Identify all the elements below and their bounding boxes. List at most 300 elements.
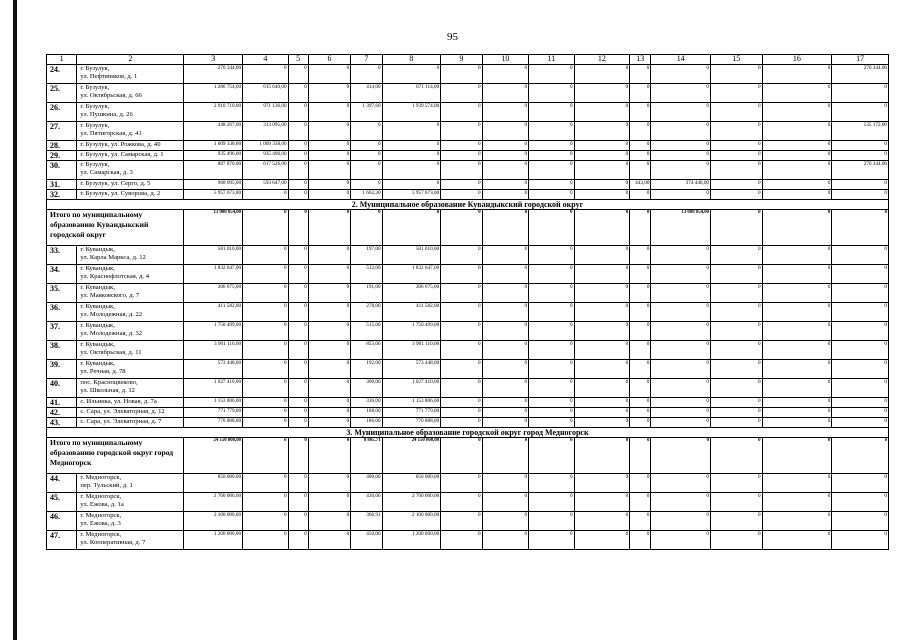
row-number: 47.: [47, 531, 77, 550]
value-cell: 0: [482, 418, 528, 428]
value-cell: 0: [288, 161, 308, 180]
value-cell: 0: [574, 531, 630, 550]
total-value-cell: 0: [351, 210, 382, 246]
table-row: [47, 190, 889, 200]
value-cell: 0: [651, 398, 711, 408]
address-cell: [77, 246, 184, 265]
row-number: 29.: [47, 151, 77, 161]
value-cell: 850 000,00: [382, 474, 441, 493]
scan-edge-bar: [13, 0, 17, 640]
value-cell: 0: [630, 474, 651, 493]
address-cell: [77, 180, 184, 190]
value-cell: 0: [630, 122, 651, 141]
total-value-cell: 13 080 854,00: [651, 210, 711, 246]
value-cell: 0: [711, 531, 763, 550]
table-row: [47, 322, 889, 341]
value-cell: 0: [630, 190, 651, 200]
table-row: [47, 180, 889, 190]
value-cell: 0: [308, 103, 350, 122]
table-row: [47, 265, 889, 284]
value-cell: 0: [574, 103, 630, 122]
total-value-cell: 24 150 000,00: [184, 438, 243, 474]
value-cell: 0: [529, 103, 574, 122]
value-cell: 0: [711, 408, 763, 418]
value-cell: 0: [832, 408, 889, 418]
address-cell: [77, 265, 184, 284]
value-cell: 0: [482, 493, 528, 512]
value-cell: 0: [441, 493, 482, 512]
value-cell: 0: [441, 161, 482, 180]
value-cell: 0: [651, 360, 711, 379]
value-cell: 0: [308, 474, 350, 493]
value-cell: 0: [762, 303, 832, 322]
value-cell: 0: [288, 265, 308, 284]
value-cell: 1 662,30: [351, 190, 382, 200]
value-cell: 0: [243, 341, 288, 360]
value-cell: 0: [243, 379, 288, 398]
value-cell: 0: [243, 398, 288, 408]
column-number-cell: 9: [441, 55, 482, 65]
value-cell: 0: [441, 379, 482, 398]
value-cell: 0: [482, 141, 528, 151]
row-number: 28.: [47, 141, 77, 151]
value-cell: 0: [308, 180, 350, 190]
value-cell: 0: [630, 265, 651, 284]
address-cell: [77, 512, 184, 531]
table-row: [47, 408, 889, 418]
column-number-cell: 1: [47, 55, 77, 65]
value-cell: 0: [630, 360, 651, 379]
value-cell: 0: [243, 246, 288, 265]
row-number: 31.: [47, 180, 77, 190]
value-cell: 0: [529, 284, 574, 303]
table-row: [47, 161, 889, 180]
address-line: г. Кувандык,: [80, 284, 115, 291]
value-cell: 0: [574, 398, 630, 408]
value-cell: 0: [529, 531, 574, 550]
value-cell: 0: [651, 418, 711, 428]
total-value-cell: 13 080 854,00: [184, 210, 243, 246]
value-cell: 0: [308, 360, 350, 379]
total-value-cell: 0: [243, 210, 288, 246]
row-number: 30.: [47, 161, 77, 180]
address-line: ул. Пушкина, д. 26: [80, 111, 133, 118]
group-total-label: Итого по муниципальному образованию городской округ город Медногорск: [47, 438, 184, 474]
address-line: г. Бузулук, ул. Рожкова, д. 40: [80, 141, 161, 148]
address-line: г. Кувандык,: [80, 246, 115, 253]
total-value-cell: 0: [529, 438, 574, 474]
address-cell: [77, 284, 184, 303]
value-cell: 0: [574, 418, 630, 428]
column-number-cell: 3: [184, 55, 243, 65]
column-number-cell: 13: [630, 55, 651, 65]
value-cell: 1 153 806,00: [184, 398, 243, 408]
value-cell: 0: [288, 341, 308, 360]
value-cell: 0: [441, 180, 482, 190]
value-cell: 0: [630, 418, 651, 428]
value-cell: 0: [308, 303, 350, 322]
value-cell: 0: [630, 65, 651, 84]
value-cell: 0: [762, 190, 832, 200]
value-cell: 0: [243, 493, 288, 512]
value-cell: 1 939 574,00: [382, 103, 441, 122]
row-number: 38.: [47, 341, 77, 360]
value-cell: 430,00: [351, 493, 382, 512]
address-line: г. Кувандык,: [80, 341, 115, 348]
value-cell: 0: [529, 151, 574, 161]
value-cell: 0: [630, 151, 651, 161]
address-line: ул. Речная, д. 78: [80, 368, 126, 375]
value-cell: 1 397,60: [351, 103, 382, 122]
value-cell: 0: [832, 360, 889, 379]
table-row: [47, 103, 889, 122]
value-cell: 0: [382, 151, 441, 161]
value-cell: 0: [351, 180, 382, 190]
value-cell: 0: [441, 418, 482, 428]
value-cell: 0: [832, 303, 889, 322]
value-cell: 0: [482, 265, 528, 284]
value-cell: 573 448,00: [382, 360, 441, 379]
value-cell: 671 114,00: [382, 84, 441, 103]
value-cell: 0: [288, 512, 308, 531]
total-value-cell: 0: [529, 210, 574, 246]
address-line: ул. Ежова, д. 3: [80, 520, 121, 527]
value-cell: 0: [482, 512, 528, 531]
value-cell: 0: [711, 265, 763, 284]
value-cell: 270 344,00: [184, 65, 243, 84]
value-cell: 0: [482, 284, 528, 303]
value-cell: 0: [574, 512, 630, 531]
address-cell: [77, 303, 184, 322]
value-cell: 0: [832, 418, 889, 428]
value-cell: 0: [630, 161, 651, 180]
total-value-cell: 0: [651, 438, 711, 474]
address-line: с. Ильинка, ул. Новая, д. 7а: [80, 398, 157, 405]
value-cell: 0: [308, 512, 350, 531]
value-cell: 0: [441, 265, 482, 284]
value-cell: 0: [711, 84, 763, 103]
value-cell: 0: [441, 284, 482, 303]
value-cell: 0: [630, 531, 651, 550]
value-cell: 186,00: [351, 418, 382, 428]
value-cell: 0: [529, 161, 574, 180]
column-number-cell: 12: [574, 55, 630, 65]
value-cell: 0: [288, 141, 308, 151]
value-cell: 0: [288, 493, 308, 512]
value-cell: 0: [651, 493, 711, 512]
value-cell: 0: [762, 103, 832, 122]
value-cell: 0: [762, 531, 832, 550]
value-cell: 0: [832, 151, 889, 161]
value-cell: 0: [762, 418, 832, 428]
value-cell: 0: [243, 418, 288, 428]
address-cell: [77, 398, 184, 408]
value-cell: 0: [529, 360, 574, 379]
value-cell: 771 779,00: [382, 408, 441, 418]
address-line: г. Кувандык,: [80, 322, 115, 329]
section-heading: 2. Муниципальное образование Кувандыкский городской округ: [47, 200, 889, 210]
value-cell: 0: [574, 151, 630, 161]
address-cell: [77, 418, 184, 428]
value-cell: 0: [574, 246, 630, 265]
value-cell: 0: [482, 65, 528, 84]
value-cell: 0: [529, 379, 574, 398]
value-cell: 0: [308, 190, 350, 200]
value-cell: 0: [762, 65, 832, 84]
address-cell: [77, 122, 184, 141]
value-cell: 0: [288, 180, 308, 190]
value-cell: 0: [651, 84, 711, 103]
address-cell: [77, 161, 184, 180]
value-cell: 0: [308, 141, 350, 151]
value-cell: 0: [630, 398, 651, 408]
value-cell: 414,00: [351, 84, 382, 103]
value-cell: 0: [482, 474, 528, 493]
value-cell: 0: [308, 408, 350, 418]
address-line: г. Кувандык,: [80, 360, 115, 367]
total-value-cell: 0: [441, 438, 482, 474]
total-value-cell: 0: [762, 210, 832, 246]
row-number: 43.: [47, 418, 77, 428]
value-cell: 0: [308, 284, 350, 303]
column-number-cell: 15: [711, 55, 763, 65]
value-cell: 0: [441, 322, 482, 341]
value-cell: 0: [832, 265, 889, 284]
value-cell: 0: [288, 65, 308, 84]
value-cell: 0: [529, 190, 574, 200]
address-cell: [77, 84, 184, 103]
value-cell: 0: [832, 141, 889, 151]
value-cell: 3 901 110,00: [184, 341, 243, 360]
value-cell: 0: [308, 322, 350, 341]
value-cell: 0: [762, 161, 832, 180]
value-cell: 0: [529, 84, 574, 103]
value-cell: 0: [441, 408, 482, 418]
column-number-cell: 2: [77, 55, 184, 65]
value-cell: 0: [832, 398, 889, 408]
table-row: [47, 512, 889, 531]
value-cell: 0: [351, 65, 382, 84]
address-line: г. Медногорск,: [80, 531, 122, 538]
value-cell: 0: [574, 303, 630, 322]
value-cell: 0: [630, 493, 651, 512]
value-cell: 0: [529, 418, 574, 428]
value-cell: 0: [351, 161, 382, 180]
value-cell: 0: [308, 531, 350, 550]
value-cell: 853,00: [351, 341, 382, 360]
value-cell: 0: [574, 379, 630, 398]
address-cell: [77, 493, 184, 512]
total-value-cell: 0: [711, 210, 763, 246]
value-cell: 306 675,00: [382, 284, 441, 303]
value-cell: 0: [832, 322, 889, 341]
row-number: 45.: [47, 493, 77, 512]
address-line: г. Медногорск,: [80, 493, 122, 500]
value-cell: 0: [832, 474, 889, 493]
value-cell: 1 027 410,00: [184, 379, 243, 398]
address-line: г. Бузулук, ул. Самарская, д. 1: [80, 151, 164, 158]
value-cell: 0: [762, 512, 832, 531]
value-cell: 0: [651, 474, 711, 493]
value-cell: 0: [243, 322, 288, 341]
address-line: ул. Октябрьская, д. 66: [80, 92, 142, 99]
value-cell: 0: [482, 408, 528, 418]
value-cell: 1 286 754,00: [184, 84, 243, 103]
value-cell: 0: [762, 379, 832, 398]
column-number-cell: 16: [762, 55, 832, 65]
address-line: с. Сара, ул. Элеваторная, д. 12: [80, 408, 165, 415]
column-number-cell: 6: [308, 55, 350, 65]
table-row: [47, 418, 889, 428]
value-cell: 0: [441, 531, 482, 550]
value-cell: 443,00: [630, 180, 651, 190]
row-number: 37.: [47, 322, 77, 341]
value-cell: 0: [630, 303, 651, 322]
value-cell: 0: [651, 408, 711, 418]
row-number: 26.: [47, 103, 77, 122]
value-cell: 0: [832, 190, 889, 200]
value-cell: 188,00: [351, 408, 382, 418]
column-number-cell: 14: [651, 55, 711, 65]
value-cell: 0: [482, 379, 528, 398]
value-cell: 0: [441, 190, 482, 200]
value-cell: 0: [288, 122, 308, 141]
value-cell: 0: [762, 246, 832, 265]
value-cell: 0: [308, 122, 350, 141]
value-cell: 0: [574, 65, 630, 84]
group-total-row: [47, 438, 889, 474]
address-cell: [77, 151, 184, 161]
value-cell: 0: [762, 265, 832, 284]
value-cell: 300,00: [351, 379, 382, 398]
value-cell: 0: [762, 398, 832, 408]
value-cell: 0: [711, 246, 763, 265]
value-cell: 0: [574, 161, 630, 180]
value-cell: 0: [482, 246, 528, 265]
value-cell: 0: [832, 379, 889, 398]
value-cell: 0: [288, 246, 308, 265]
total-value-cell: 8 805,71: [351, 438, 382, 474]
value-cell: 0: [711, 161, 763, 180]
value-cell: 0: [711, 151, 763, 161]
value-cell: 0: [651, 284, 711, 303]
value-cell: 0: [308, 84, 350, 103]
value-cell: 0: [711, 190, 763, 200]
value-cell: 971 136,00: [243, 103, 288, 122]
value-cell: 0: [482, 398, 528, 408]
value-cell: 411 582,00: [184, 303, 243, 322]
value-cell: 0: [351, 141, 382, 151]
value-cell: 615 640,00: [243, 84, 288, 103]
value-cell: 0: [529, 493, 574, 512]
column-number-cell: 8: [382, 55, 441, 65]
value-cell: 1 009 338,00: [243, 141, 288, 151]
value-cell: 0: [762, 360, 832, 379]
value-cell: 0: [574, 141, 630, 151]
table-row: [47, 284, 889, 303]
value-cell: 0: [711, 122, 763, 141]
value-cell: 0: [651, 246, 711, 265]
value-cell: 135 172,00: [832, 122, 889, 141]
row-number: 32.: [47, 190, 77, 200]
value-cell: 0: [288, 284, 308, 303]
value-cell: 0: [630, 103, 651, 122]
value-cell: 0: [482, 151, 528, 161]
value-cell: 0: [832, 180, 889, 190]
value-cell: 0: [243, 360, 288, 379]
value-cell: 400,00: [351, 474, 382, 493]
value-cell: 448 267,00: [184, 122, 243, 141]
value-cell: 770 888,00: [184, 418, 243, 428]
value-cell: 0: [308, 65, 350, 84]
value-cell: 0: [574, 408, 630, 418]
address-line: г. Кувандык,: [80, 303, 115, 310]
value-cell: 0: [529, 122, 574, 141]
total-value-cell: 0: [832, 210, 889, 246]
value-cell: 0: [382, 180, 441, 190]
value-cell: 0: [441, 65, 482, 84]
address-line: пос. Красноцвеково,: [80, 379, 138, 386]
value-cell: 411 582,00: [382, 303, 441, 322]
value-cell: 0: [441, 103, 482, 122]
value-cell: 0: [711, 103, 763, 122]
value-cell: 0: [630, 84, 651, 103]
value-cell: 366,91: [351, 512, 382, 531]
section-heading: 3. Муниципальное образование городской округ город Медногорск: [47, 428, 889, 438]
value-cell: 0: [651, 322, 711, 341]
row-number: 34.: [47, 265, 77, 284]
total-value-cell: 0: [574, 210, 630, 246]
value-cell: 0: [574, 190, 630, 200]
address-cell: [77, 190, 184, 200]
value-cell: 0: [529, 474, 574, 493]
value-cell: 0: [288, 303, 308, 322]
address-line: с. Сара, ул. Элеваторная, д. 7: [80, 418, 162, 425]
table-row: [47, 531, 889, 550]
value-cell: 313 095,00: [243, 122, 288, 141]
section-heading-row: [47, 428, 889, 438]
value-cell: 0: [482, 180, 528, 190]
value-cell: 0: [574, 341, 630, 360]
table-row: [47, 246, 889, 265]
value-cell: 0: [630, 284, 651, 303]
value-cell: 0: [441, 398, 482, 408]
value-cell: 0: [482, 303, 528, 322]
value-cell: 515,00: [351, 322, 382, 341]
value-cell: 0: [382, 65, 441, 84]
value-cell: 0: [651, 161, 711, 180]
value-cell: 0: [288, 474, 308, 493]
table-row: [47, 360, 889, 379]
table-row: [47, 141, 889, 151]
column-number-cell: 7: [351, 55, 382, 65]
value-cell: 935 496,00: [184, 151, 243, 161]
total-value-cell: 0: [482, 210, 528, 246]
value-cell: 2 100 000,00: [382, 512, 441, 531]
total-value-cell: 0: [630, 210, 651, 246]
value-cell: 0: [482, 322, 528, 341]
value-cell: 0: [711, 474, 763, 493]
value-cell: 0: [711, 512, 763, 531]
value-cell: 0: [288, 379, 308, 398]
value-cell: 0: [529, 512, 574, 531]
value-cell: 0: [529, 341, 574, 360]
value-cell: 0: [529, 246, 574, 265]
value-cell: 0: [711, 360, 763, 379]
value-cell: 336,00: [351, 398, 382, 408]
table-row: [47, 65, 889, 84]
value-cell: 0: [651, 190, 711, 200]
